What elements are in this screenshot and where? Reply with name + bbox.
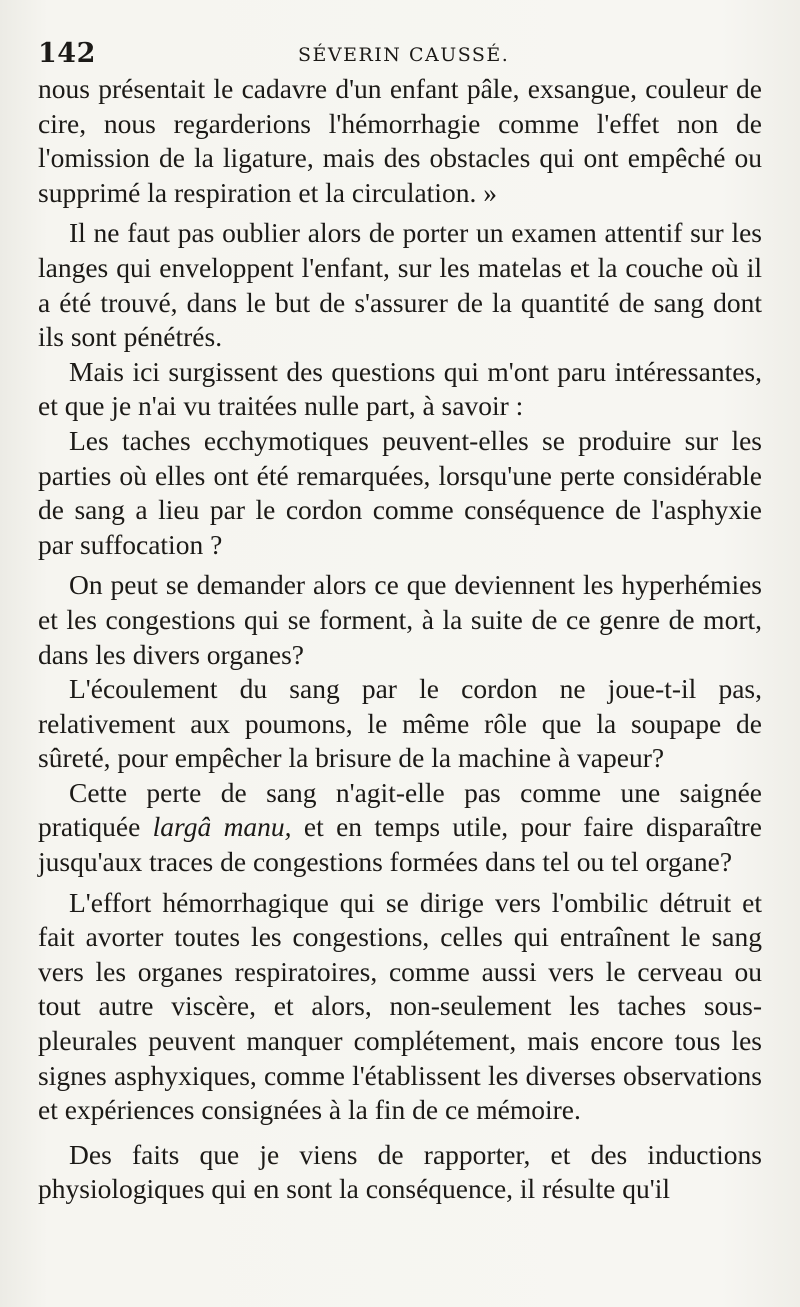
page-header bbox=[38, 38, 762, 72]
paragraph-8: L'effort hémorrhagique qui se dirige vers l'ombilic détruit et fait avorter toutes les congestions, celles qui entraînent le sang vers les organes respiratoires, comme aussi vers le cerveau ou tout autre viscère, et alors, non-seulement les taches sous-pleurales peuvent manquer complétement, mais encore tous les signes asphyxiques, comme l'établissent les diverses observations et expériences consignées à la fin de ce mémoire. bbox=[38, 886, 762, 1126]
paragraph-5: On peut se demander alors ce que deviennent les hyperhémies et les congestions qui se forment, à la suite de ce genre de mort, dans les divers organes? bbox=[38, 569, 762, 670]
paragraph-7-after: et en temps utile, pour faire disparaître jusqu'aux traces de congestions formées dans tel ou tel organe? bbox=[38, 811, 763, 878]
page-number: 142 bbox=[38, 38, 96, 69]
paragraph-6: L'écoulement du sang par le cordon ne joue-t-il pas, relativement aux poumons, le même rôle que la soupape de sûreté, pour empêcher la brisure de la machine à vapeur? bbox=[38, 673, 762, 774]
paragraph-1: nous présentait le cadavre d'un enfant pâle, exsangue, couleur de cire, nous regarderions l'hémorrhagie comme l'effet non de l'omission de la ligature, mais des obstacles qui ont empêché ou supprimé la respiration et la circulation. » bbox=[38, 73, 762, 208]
body-text bbox=[38, 72, 762, 1207]
running-head: SÉVERIN CAUSSÉ. bbox=[298, 44, 510, 66]
paragraph-7-italic: largâ manu, bbox=[152, 811, 292, 843]
paragraph-2: Il ne faut pas oublier alors de porter un examen attentif sur les langes qui enveloppent l'enfant, sur les matelas et la couche où il a été trouvé, dans le but de s'assurer de la quantité de sang dont ils sont pénétrés. bbox=[38, 217, 762, 353]
paragraph-3: Mais ici surgissent des questions qui m'ont paru intéressantes, et que je n'ai vu traitées nulle part, à savoir : bbox=[38, 355, 762, 422]
paragraph-9: Des faits que je viens de rapporter, et des inductions physiologiques qui en sont la conséquence, il résulte qu'il bbox=[38, 1138, 762, 1205]
paragraph-7 bbox=[38, 776, 762, 880]
paragraph-4: Les taches ecchymotiques peuvent-elles se produire sur les parties où elles ont été remarquées, lorsqu'une perte considérable de sang a lieu par le cordon comme conséquence de l'asphyxie par suffocation ? bbox=[38, 424, 762, 560]
paragraph-7-before: Cette perte de sang n'agit-elle pas comme une saignée pratiquée bbox=[38, 776, 762, 843]
